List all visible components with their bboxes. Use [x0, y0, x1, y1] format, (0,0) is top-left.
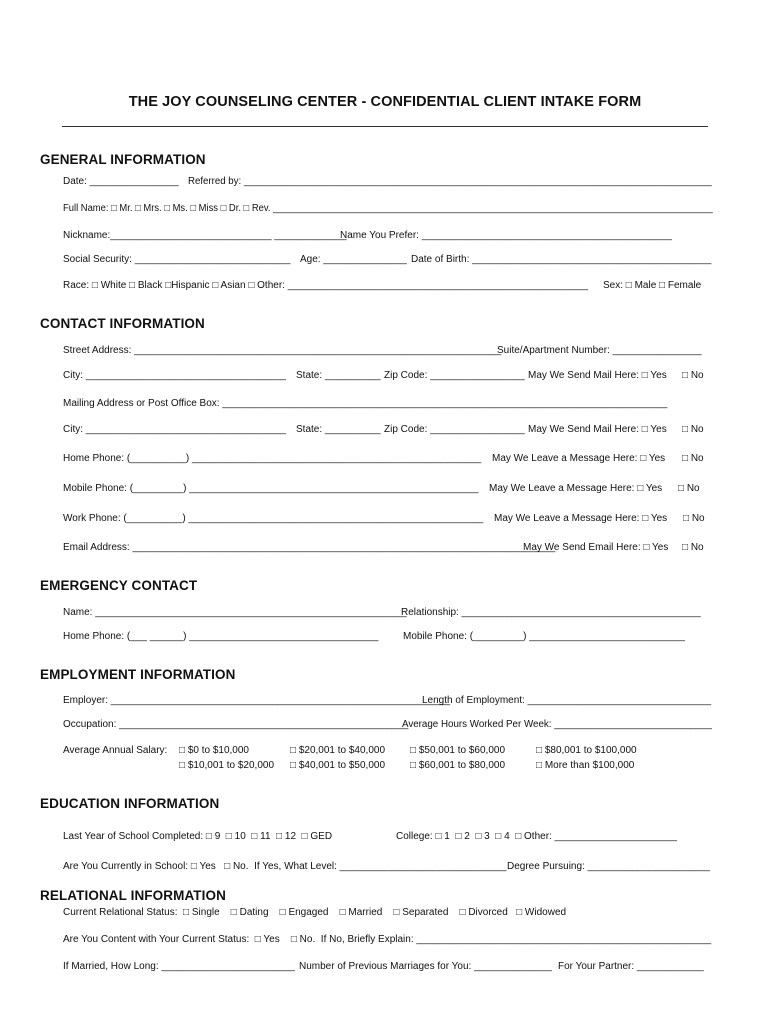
content-with-status-field[interactable]: Are You Content with Your Current Status: □ Yes □ No. If No, Briefly Explain: _____________________________________________________ — [63, 934, 712, 945]
nickname-field[interactable]: Nickname:_____________________________ _____________ — [63, 230, 347, 241]
sex-field[interactable]: Sex: □ Male □ Female — [603, 280, 702, 291]
date-field[interactable]: Date: ________________ — [63, 176, 179, 187]
average-annual-salary-label: Average Annual Salary: — [63, 745, 168, 756]
send-mail-no-checkbox[interactable]: □ No — [682, 370, 704, 381]
suite-apartment-field[interactable]: Suite/Apartment Number: ________________ — [497, 345, 702, 356]
previous-marriages-field[interactable]: Number of Previous Marriages for You: ______________ — [299, 961, 552, 972]
employment-information-heading: EMPLOYMENT INFORMATION — [40, 667, 236, 682]
mailing-send-mail-yes-checkbox[interactable]: May We Send Mail Here: □ Yes — [528, 424, 667, 435]
mailing-zip-code-field[interactable]: Zip Code: _________________ — [384, 424, 525, 435]
social-security-field[interactable]: Social Security: ____________________________ — [63, 254, 291, 265]
general-information-heading: GENERAL INFORMATION — [40, 152, 206, 167]
work-message-yes-checkbox[interactable]: May We Leave a Message Here: □ Yes — [494, 513, 668, 524]
relational-status-options[interactable]: Current Relational Status: □ Single □ Dating □ Engaged □ Married □ Separated □ Divorced □ Widowed — [63, 907, 567, 918]
salary-option[interactable]: □ $80,001 to $100,000 — [536, 745, 637, 756]
married-how-long-field[interactable]: If Married, How Long: ________________________ — [63, 961, 295, 972]
emergency-mobile-phone-field[interactable]: Mobile Phone: (_________) ____________________________ — [403, 631, 685, 642]
work-message-no-checkbox[interactable]: □ No — [683, 513, 705, 524]
contact-information-heading: CONTACT INFORMATION — [40, 316, 205, 331]
work-phone-field[interactable]: Work Phone: (__________) _____________________________________________________ — [63, 513, 484, 524]
employer-field[interactable]: Employer: _____________________________________________________________ — [63, 695, 451, 706]
age-field[interactable]: Age: _______________ — [300, 254, 407, 265]
name-you-prefer-field[interactable]: Name You Prefer: _____________________________________________ — [340, 230, 672, 241]
form-title: THE JOY COUNSELING CENTER - CONFIDENTIAL CLIENT INTAKE FORM — [128, 94, 642, 110]
salary-option[interactable]: □ $40,001 to $50,000 — [290, 760, 386, 771]
mobile-phone-field[interactable]: Mobile Phone: (_________) ____________________________________________________ — [63, 483, 479, 494]
salary-option[interactable]: □ $60,001 to $80,000 — [410, 760, 506, 771]
emergency-name-field[interactable]: Name: ________________________________________________________ — [63, 607, 407, 618]
email-address-field[interactable]: Email Address: ____________________________________________________________________________ — [63, 542, 556, 553]
partner-previous-marriages-field[interactable]: For Your Partner: ____________ — [558, 961, 704, 972]
title-divider — [62, 126, 708, 127]
race-field[interactable]: Race: □ White □ Black □Hispanic □ Asian □ Other: ______________________________________________________ — [63, 280, 589, 291]
mailing-address-field[interactable]: Mailing Address or Post Office Box: ________________________________________________________________________________ — [63, 398, 668, 409]
mailing-city-field[interactable]: City: ____________________________________ — [63, 424, 286, 435]
zip-code-field[interactable]: Zip Code: _________________ — [384, 370, 525, 381]
send-email-no-checkbox[interactable]: □ No — [682, 542, 704, 553]
salary-option[interactable]: □ $20,001 to $40,000 — [290, 745, 386, 756]
send-email-yes-checkbox[interactable]: May We Send Email Here: □ Yes — [523, 542, 669, 553]
home-phone-field[interactable]: Home Phone: (__________) ____________________________________________________ — [63, 453, 482, 464]
mobile-message-no-checkbox[interactable]: □ No — [678, 483, 700, 494]
salary-option[interactable]: □ $50,001 to $60,000 — [410, 745, 506, 756]
emergency-contact-heading: EMERGENCY CONTACT — [40, 578, 198, 593]
salary-option[interactable]: □ $10,001 to $20,000 — [179, 760, 275, 771]
emergency-home-phone-field[interactable]: Home Phone: (___ ______) __________________________________ — [63, 631, 379, 642]
city-field[interactable]: City: ____________________________________ — [63, 370, 286, 381]
relational-information-heading: RELATIONAL INFORMATION — [40, 888, 226, 903]
length-of-employment-field[interactable]: Length of Employment: _________________________________ — [422, 695, 712, 706]
college-options[interactable]: College: □ 1 □ 2 □ 3 □ 4 □ Other: ______________________ — [396, 831, 677, 842]
full-name-field[interactable]: Full Name: □ Mr. □ Mrs. □ Ms. □ Miss □ Dr. □ Rev. ____________________________________________________________________________________ — [63, 203, 713, 214]
date-of-birth-field[interactable]: Date of Birth: ___________________________________________ — [411, 254, 712, 265]
state-field[interactable]: State: __________ — [296, 370, 381, 381]
salary-option[interactable]: □ More than $100,000 — [536, 760, 635, 771]
degree-pursuing-field[interactable]: Degree Pursuing: ______________________ — [507, 861, 710, 872]
emergency-relationship-field[interactable]: Relationship: ___________________________________________ — [401, 607, 701, 618]
currently-in-school-field[interactable]: Are You Currently in School: □ Yes □ No. If Yes, What Level: ______________________________ — [63, 861, 507, 872]
referred-by-field[interactable]: Referred by: _______________________________________________________________________________________ — [188, 176, 712, 187]
mailing-send-mail-no-checkbox[interactable]: □ No — [682, 424, 704, 435]
mailing-state-field[interactable]: State: __________ — [296, 424, 381, 435]
average-hours-field[interactable]: Average Hours Worked Per Week: _____________________________ — [402, 719, 712, 730]
salary-option[interactable]: □ $0 to $10,000 — [179, 745, 249, 756]
last-year-of-school-options[interactable]: Last Year of School Completed: □ 9 □ 10 □ 11 □ 12 □ GED — [63, 831, 333, 842]
street-address-field[interactable]: Street Address: __________________________________________________________________ — [63, 345, 502, 356]
mobile-message-yes-checkbox[interactable]: May We Leave a Message Here: □ Yes — [489, 483, 663, 494]
send-mail-yes-checkbox[interactable]: May We Send Mail Here: □ Yes — [528, 370, 667, 381]
occupation-field[interactable]: Occupation: ____________________________________________________ — [63, 719, 409, 730]
home-message-yes-checkbox[interactable]: May We Leave a Message Here: □ Yes — [492, 453, 666, 464]
home-message-no-checkbox[interactable]: □ No — [682, 453, 704, 464]
education-information-heading: EDUCATION INFORMATION — [40, 796, 220, 811]
